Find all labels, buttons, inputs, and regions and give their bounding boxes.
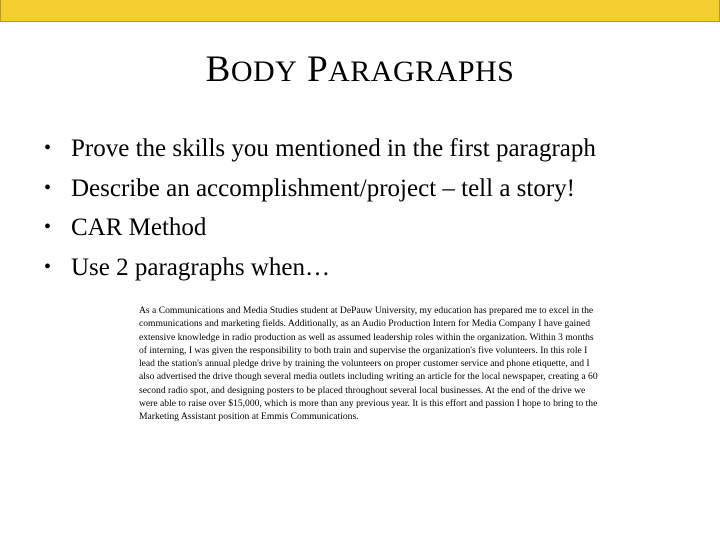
title-initial-p: P (307, 49, 329, 90)
bullet-item (44, 208, 596, 248)
bullet-item (44, 169, 596, 209)
slide-title (0, 48, 720, 94)
bullet-dot-icon: • (44, 176, 52, 199)
example-paragraph: As a Communications and Media Studies student at DePauw University, my education has prepared me to excel in the communications and marketing fields. Additionally, as an Audio Production Intern for Media Company I have gained extensive knowledge in radio production as well as assumed leadership roles within the organization. Within 3 months of interning, I was given the responsibility to both train and supervise the organization's five volunteers. In this role I lead the station's annual pledge drive by training the volunteers on proper customer service and phone etiquette, and I also advertised the drive though several media outlets including writing an article for the local newspaper, creating a 60 second radio spot, and designing posters to be placed throughout several local businesses. At the end of the drive we were able to raise over $15,000, which is more than any previous year. It is this effort and passion I hope to bring to the Marketing Assistant position at Emmis Communications. (139, 305, 598, 423)
bullet-text: CAR Method (71, 214, 207, 241)
bullet-item (44, 248, 596, 288)
bullet-text: Use 2 paragraphs when… (71, 253, 330, 281)
bullet-item (44, 129, 596, 169)
bullet-dot-icon: • (44, 255, 52, 278)
bullet-text: Describe an accomplishment/project – tell a story! (71, 174, 575, 202)
title-initial-b: B (205, 49, 231, 90)
title-rest-ody: ODY (230, 55, 298, 88)
bullet-text: Prove the skills you mentioned in the first paragraph (71, 135, 596, 162)
bullet-list (44, 129, 596, 287)
bullet-dot-icon: • (44, 137, 52, 159)
top-accent-bar (0, 0, 720, 22)
bullet-dot-icon: • (44, 216, 52, 238)
title-rest-aragraphs: ARAGRAPHS (328, 55, 515, 88)
